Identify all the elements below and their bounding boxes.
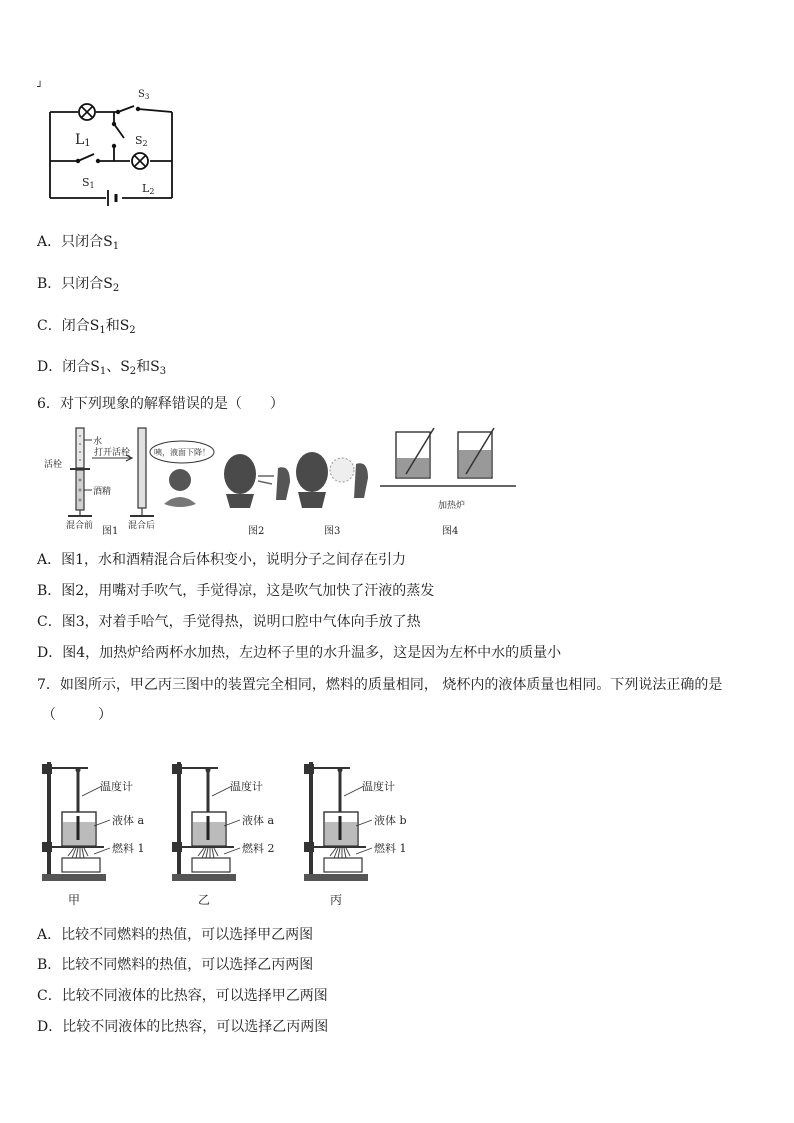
q5-option-d: D．闭合$S_1$、$S_2$和$S_3$ [37,359,167,377]
svg-text:咦，液面下降！: 咦，液面下降！ [154,448,210,457]
thermometer-label: 温度计 [230,780,263,793]
fuel-label: 燃料 1 [112,842,145,855]
thermometer-label: 温度计 [100,780,133,793]
apparatus-bing [304,762,407,907]
lamp-l2-icon [132,153,148,169]
svg-text:水: 水 [93,437,103,447]
q5-option-b: B．只闭合$S_2$ [37,276,120,294]
corner-mark: ┘ [37,82,44,93]
q5-option-c: C．闭合$S_1$和$S_2$ [37,318,136,336]
apparatus-caption: 乙 [198,893,211,907]
apparatus-caption: 丙 [330,893,343,907]
liquid-label: 液体 a [242,814,275,827]
q5-option-a: A．只闭合$S_1$ [37,234,120,252]
svg-text:图3: 图3 [324,526,341,537]
svg-text:S2: S2 [135,134,148,148]
liquid-label: 液体 b [374,814,407,827]
q6-stem: 6．对下列现象的解释错误的是（ ） [37,396,284,412]
svg-text:图4: 图4 [442,526,459,537]
svg-text:加热炉: 加热炉 [438,501,466,511]
q7-option-c: C．比较不同液体的比热容，可以选择甲乙两图 [37,988,328,1004]
fuel-label: 燃料 1 [374,842,407,855]
q7-stem-line1: 7．如图所示，甲乙丙三图中的装置完全相同，燃料的质量相同， 烧杯内的液体质量也相同。下列说法正确的是 [37,677,723,693]
apparatus-caption: 甲 [68,893,81,907]
svg-text:S1: S1 [82,176,95,190]
svg-text:打开活栓: 打开活栓 [94,448,131,458]
q7-figure [38,756,418,912]
svg-text:S3: $S_3$ [138,89,150,101]
q6-option-b: B．图2，用嘴对手吹气，手觉得凉，这是吹气加快了汗液的蒸发 [37,583,435,599]
q6-option-a: A．图1，水和酒精混合后体积变小，说明分子之间存在引力 [37,552,407,568]
fuel-label: 燃料 2 [242,842,275,855]
svg-text:酒精: 酒精 [93,487,112,497]
circuit-diagram [38,84,178,208]
q6-figure [40,424,520,542]
liquid-label: 液体 a [112,814,145,827]
q6-option-c: C．图3，对着手哈气，手觉得热，说明口腔中气体向手放了热 [37,614,421,630]
q7-option-b: B．比较不同燃料的热值，可以选择乙丙两图 [37,957,314,973]
apparatus-yi [172,762,275,907]
lamp-l1-icon [79,104,95,120]
thermometer-label: 温度计 [362,780,395,793]
svg-text:混合前: 混合前 [66,521,94,531]
q7-option-a: A．比较不同燃料的热值，可以选择甲乙两图 [37,927,314,943]
svg-text:图2: 图2 [248,526,265,537]
svg-text:L1: L1 [75,132,91,149]
svg-text:活栓: 活栓 [44,460,63,470]
q6-option-d: D．图4，加热炉给两杯水加热，左边杯子里的水升温多，这是因为左杯中水的质量小 [37,645,562,661]
q7-option-d: D．比较不同液体的比热容，可以选择乙丙两图 [37,1019,329,1035]
svg-text:图1: 图1 [102,526,119,537]
svg-text:混合后: 混合后 [128,521,156,531]
svg-text:L2: L2 [142,182,155,196]
apparatus-jia [42,762,145,907]
q7-stem-line2: （ ） [42,707,112,723]
